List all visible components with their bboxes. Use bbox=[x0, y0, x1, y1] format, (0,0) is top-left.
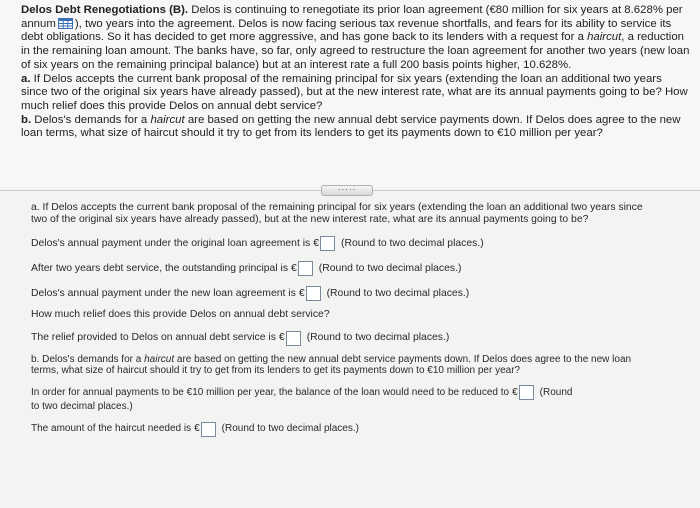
problem-title: Delos Debt Renegotiations (B). bbox=[21, 4, 189, 16]
answer-b-intro bbox=[31, 354, 660, 377]
currency-symbol: € bbox=[291, 262, 297, 274]
q2-row bbox=[31, 260, 660, 277]
currency-symbol: € bbox=[278, 332, 285, 343]
q2-hint: (Round to two decimal places.) bbox=[318, 262, 462, 274]
data-table-icon[interactable] bbox=[58, 18, 73, 29]
q4-intro: How much relief does this provide Delos on annual debt service? bbox=[31, 309, 330, 321]
q2-label: After two years debt service, the outstanding principal is bbox=[31, 262, 289, 274]
q5-hint-a: (Round bbox=[539, 386, 573, 398]
part-b-question bbox=[21, 114, 690, 141]
part-b-text-1: Delos's demands for a bbox=[34, 113, 148, 126]
q5-row bbox=[31, 385, 660, 400]
outstanding-principal-input[interactable] bbox=[298, 261, 313, 276]
b-intro-text-1: b. Delos's demands for a bbox=[31, 353, 142, 365]
q4-row bbox=[31, 330, 660, 347]
part-a-text: If Delos accepts the current bank proposal of the remaining principal for six years (extending the loan an additional two years since two of the original six years have already passed), but at the new interest rate, what are its annual payments going to be? How much relief does this provide Delos on annual debt service? bbox=[21, 72, 688, 112]
problem-text-1: Delos is continuing to renegotiate its prior loan agreement (€80 million for six years at 8.628% per annum bbox=[21, 4, 683, 30]
expand-more-button[interactable]: ····· bbox=[321, 185, 373, 196]
currency-symbol: € bbox=[194, 423, 200, 435]
q5-label: In order for annual payments to be €10 million per year, the balance of the loan would need to be reduced to bbox=[31, 386, 510, 398]
q1-label: Delos's annual payment under the original loan agreement is bbox=[31, 237, 311, 249]
q3-hint: (Round to two decimal places.) bbox=[326, 287, 470, 299]
answer-area bbox=[0, 196, 700, 508]
problem-text-2: ), two years into the agreement. Delos is now facing serious tax revenue shortfalls, and fears for its ability to service its debt obligations. So it has decided to get more aggressive, and has gone back to its lenders with a request for a bbox=[21, 17, 672, 44]
q6-row bbox=[31, 421, 660, 438]
currency-symbol: € bbox=[313, 237, 320, 249]
haircut-term-b: haircut bbox=[150, 113, 185, 126]
q6-hint: (Round to two decimal places.) bbox=[221, 423, 359, 435]
q4-hint: (Round to two decimal places.) bbox=[306, 332, 450, 343]
part-b-text-2: are based on getting the new annual debt service payments down. If Delos does agree to the new loan terms, what size of haircut should it try to get from its lenders to get its payments down to €10 million per year? bbox=[21, 113, 681, 140]
haircut-amount-input[interactable] bbox=[201, 422, 216, 437]
q3-row bbox=[31, 285, 660, 302]
reduced-balance-input[interactable] bbox=[519, 385, 534, 400]
q1-hint: (Round to two decimal places.) bbox=[341, 237, 484, 249]
problem-statement bbox=[0, 0, 700, 186]
part-b-label: b. bbox=[21, 113, 32, 126]
problem-paragraph bbox=[21, 4, 690, 73]
new-payment-input[interactable] bbox=[306, 286, 321, 301]
q6-label: The amount of the haircut needed is bbox=[31, 423, 192, 435]
haircut-term: haircut bbox=[587, 31, 622, 44]
answer-a-intro: a. If Delos accepts the current bank proposal of the remaining principal for six years (extending the loan an additional two years since two of the original six years have already passed), but at the new interest rate, what are its annual payments going to be? bbox=[31, 202, 643, 226]
q3-label: Delos's annual payment under the new loan agreement is bbox=[31, 287, 296, 299]
part-a-label: a. bbox=[21, 72, 31, 85]
relief-input[interactable] bbox=[286, 331, 301, 346]
currency-symbol: € bbox=[298, 287, 305, 299]
q4-label: The relief provided to Delos on annual debt service is bbox=[31, 332, 276, 343]
q5-block bbox=[31, 385, 660, 413]
original-payment-input[interactable] bbox=[320, 236, 335, 251]
haircut-term-answer: haircut bbox=[144, 353, 175, 365]
currency-symbol: € bbox=[512, 386, 518, 398]
q5-hint-b: to two decimal places.) bbox=[31, 400, 133, 412]
b-intro-text-2: are based on getting the new annual debt service payments down. If Delos does agree to the new loan terms, what size of haircut should it try to get from its lenders to get its payments down to €10 million per year? bbox=[31, 353, 632, 377]
q1-row bbox=[31, 235, 660, 252]
part-a-question bbox=[21, 73, 690, 114]
problem-text-3: , a reduction in the remaining loan amount. The banks have, so far, only agreed to restructure the loan agreement for another two years (new loan of six years on the remaining principal balance) but at an interest rate a full 200 basis points higher, 10.628%. bbox=[21, 31, 690, 71]
